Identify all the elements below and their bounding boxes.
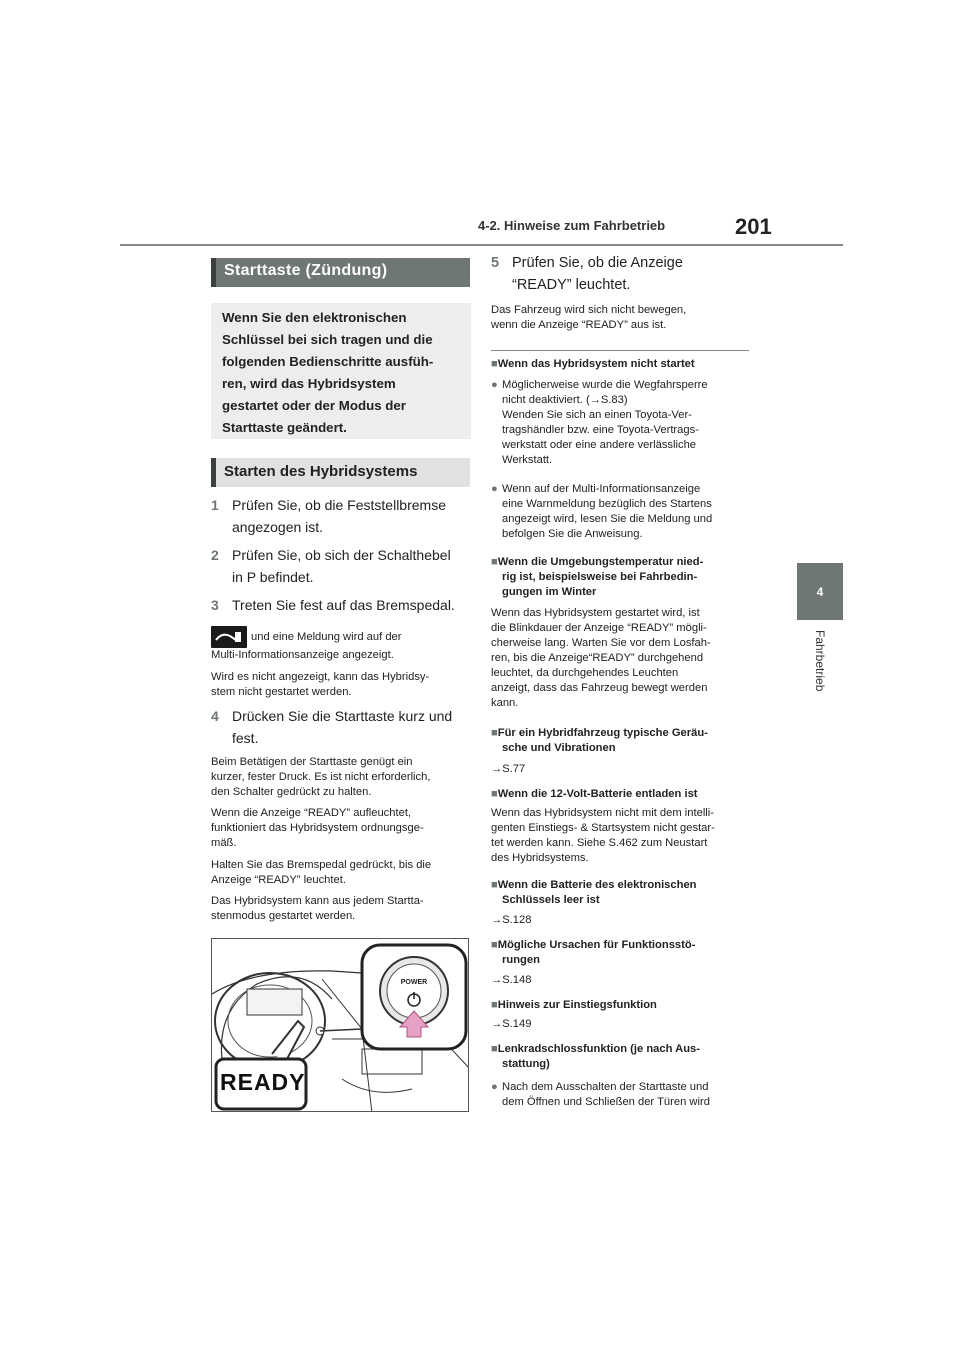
paragraph-text: Multi-Informationsanzeige angezeigt. (211, 649, 394, 661)
square-bullet-icon: ■ (491, 358, 498, 370)
bullet-text: Wenn auf der Multi-Informationsanzeige (502, 483, 701, 495)
paragraph (211, 755, 430, 800)
bullet-text: eine Warnmeldung bezüglich des Startens (502, 498, 712, 510)
paragraph-text: kann. (491, 697, 519, 709)
round-bullet-icon: ● (491, 379, 498, 391)
step-number: 4 (211, 708, 219, 724)
intro-line: Starttaste geändert. (222, 420, 347, 435)
chapter-label-text: Fahrbetrieb (813, 630, 827, 692)
heading-text: rig ist, beispielsweise bei Fahrbedin- (502, 571, 698, 583)
step-text: Drücken Sie die Starttaste kurz und (232, 708, 453, 724)
round-bullet-icon: ● (491, 1081, 498, 1093)
paragraph-text: des Hybridsystems. (491, 852, 589, 864)
bullet-text: dem Öffnen und Schließen der Türen wird (502, 1096, 710, 1108)
paragraph-text: Halten Sie das Bremspedal gedrückt, bis die (211, 859, 432, 871)
paragraph-text: Wenn das Hybridsystem nicht mit dem intelli- (491, 807, 714, 819)
intro-box (211, 303, 471, 439)
bullet-item (491, 482, 712, 542)
step-text: Prüfen Sie, ob die Anzeige (512, 255, 683, 271)
heading-text: Wenn die Batterie des elektronischen (497, 879, 697, 891)
paragraph (211, 626, 471, 663)
paragraph (211, 894, 424, 924)
note-heading (491, 1042, 700, 1072)
page-reference[interactable]: →S.149 (491, 1018, 532, 1030)
chapter-tab (797, 563, 843, 620)
bullet-item (491, 1080, 710, 1110)
intro-line: gestartet oder der Modus der (222, 398, 406, 413)
bullet-text: tragshändler bzw. eine Toyota-Vertrags- (502, 424, 699, 436)
heading-text: Mögliche Ursachen für Funktionsstö- (497, 939, 696, 951)
page-reference[interactable]: →S.128 (491, 914, 532, 926)
paragraph-text: stem nicht gestartet werden. (211, 686, 352, 698)
bullet-item (491, 378, 708, 468)
step-number: 5 (491, 255, 500, 271)
chapter-number: 4 (816, 584, 824, 599)
bullet-text: Wenden Sie sich an einen Toyota-Ver- (502, 409, 692, 421)
subsection-title: Starten des Hybridsystems (211, 458, 470, 487)
paragraph-text: Das Hybridsystem kann aus jedem Startta- (211, 895, 424, 907)
paragraph-text: genten Einstiegs- & Startsystem nicht gestar- (491, 822, 715, 834)
bullet-text: nicht deaktiviert. (→S.83) (502, 394, 628, 406)
square-bullet-icon: ■ (491, 1043, 498, 1055)
note-heading (491, 878, 697, 908)
step-number: 3 (211, 597, 219, 613)
intro-line: ren, wird das Hybridsystem (222, 376, 396, 391)
step-1 (211, 494, 446, 538)
bullet-text: werkstatt oder eine andere verlässliche (502, 439, 697, 451)
heading-text: gungen im Winter (502, 586, 597, 598)
heading-text: Für ein Hybridfahrzeug typische Geräu- (497, 727, 708, 739)
paragraph (491, 806, 715, 866)
paragraph (211, 858, 431, 888)
step-text: angezogen ist. (232, 519, 324, 535)
step-3 (211, 594, 455, 616)
paragraph (211, 670, 429, 700)
square-bullet-icon: ■ (491, 999, 498, 1011)
paragraph-text: Wenn das Hybridsystem gestartet wird, ist (491, 607, 700, 619)
heading-text: Hinweis zur Einstiegsfunktion (497, 999, 657, 1011)
page-reference[interactable]: →S.148 (491, 974, 532, 986)
note-heading (491, 555, 703, 600)
square-bullet-icon: ■ (491, 788, 498, 800)
power-button-label: POWER (400, 979, 428, 986)
section-heading: 4-2. Hinweise zum Fahrbetrieb (478, 218, 666, 233)
note-heading (491, 357, 695, 372)
bullet-text: Möglicherweise wurde die Wegfahrsperre (502, 379, 708, 391)
square-bullet-icon: ■ (491, 556, 498, 568)
heading-text: sche und Vibrationen (502, 742, 616, 754)
heading-text: stattung) (502, 1058, 550, 1070)
intro-line: Schlüssel bei sich tragen und die (222, 332, 433, 347)
intro-line: folgenden Bedienschritte ausfüh- (222, 354, 434, 369)
section-divider (491, 350, 749, 351)
paragraph-text: leuchtet, da durchgehendes Leuchten (491, 667, 679, 679)
heading-text: Wenn das Hybridsystem nicht startet (497, 358, 695, 370)
paragraph-text: den Schalter gedrückt zu halten. (211, 786, 372, 798)
heading-text: Lenkradschlossfunktion (je nach Aus- (497, 1043, 701, 1055)
paragraph (491, 303, 686, 333)
paragraph (491, 606, 711, 711)
paragraph-text: kurzer, fester Druck. Es ist nicht erforderlich, (211, 771, 431, 783)
step-text: “READY” leuchtet. (512, 277, 631, 293)
page-reference[interactable]: →S.77 (491, 763, 526, 775)
paragraph (211, 806, 424, 851)
paragraph-text: stenmodus gestartet werden. (211, 910, 356, 922)
heading-text: rungen (502, 954, 540, 966)
paragraph-text: die Blinkdauer der Anzeige “READY” mögli- (491, 622, 707, 634)
step-5 (491, 252, 683, 296)
step-text: in P befindet. (232, 569, 314, 585)
paragraph-text: Wenn die Anzeige “READY” aufleuchtet, (211, 807, 412, 819)
bullet-text: angezeigt wird, lesen Sie die Meldung und (502, 513, 713, 525)
ready-indicator: READY (220, 1069, 306, 1095)
square-bullet-icon: ■ (491, 727, 498, 739)
paragraph-text: Anzeige “READY” leuchtet. (211, 874, 346, 886)
round-bullet-icon: ● (491, 483, 498, 495)
intro-line: Wenn Sie den elektronischen (222, 310, 407, 325)
step-text: Treten Sie fest auf das Bremspedal. (232, 597, 455, 613)
paragraph-text: Das Fahrzeug wird sich nicht bewegen, (491, 304, 687, 316)
note-heading (491, 998, 657, 1013)
paragraph-text: tet werden kann. Siehe S.462 zum Neustart (491, 837, 708, 849)
bullet-text: befolgen Sie die Anweisung. (502, 528, 643, 540)
bullet-text: Nach dem Ausschalten der Starttaste und (502, 1081, 709, 1093)
paragraph-text: und eine Meldung wird auf der (251, 630, 402, 643)
paragraph-text: Wird es nicht angezeigt, kann das Hybridsy- (211, 671, 430, 683)
dashboard-illustration (211, 938, 469, 1112)
square-bullet-icon: ■ (491, 879, 498, 891)
note-heading (491, 938, 695, 968)
section-title: Starttaste (Zündung) (211, 258, 470, 287)
page-number: 201 (735, 214, 772, 239)
step-number: 1 (211, 497, 219, 513)
paragraph-text: cherweise lang. Warten Sie vor dem Losfah- (491, 637, 711, 649)
paragraph-text: mäß. (211, 837, 237, 849)
paragraph-text: wenn die Anzeige “READY” aus ist. (491, 319, 667, 331)
step-number: 2 (211, 547, 219, 563)
heading-text: Wenn die 12-Volt-Batterie entladen ist (497, 788, 698, 800)
brake-warning-icon (211, 626, 247, 648)
paragraph-text: anzeigt, dass das Fahrzeug bewegt werden (491, 682, 708, 694)
bullet-text: Werkstatt. (502, 454, 553, 466)
step-4 (211, 705, 452, 749)
step-2 (211, 544, 451, 588)
paragraph-text: Beim Betätigen der Starttaste genügt ein (211, 756, 413, 768)
note-heading (491, 726, 708, 756)
paragraph-text: funktioniert das Hybridsystem ordnungsge- (211, 822, 424, 834)
square-bullet-icon: ■ (491, 939, 498, 951)
chapter-label (780, 620, 860, 700)
note-heading (491, 787, 698, 802)
step-text: fest. (232, 730, 259, 746)
heading-text: Wenn die Umgebungstemperatur nied- (497, 556, 704, 568)
step-text: Prüfen Sie, ob sich der Schalthebel (232, 547, 451, 563)
header-divider (120, 244, 843, 246)
paragraph-text: ren, bis die Anzeige“READY” durchgehend (491, 652, 704, 664)
step-text: Prüfen Sie, ob die Feststellbremse (232, 497, 446, 513)
heading-text: Schlüssels leer ist (502, 894, 600, 906)
